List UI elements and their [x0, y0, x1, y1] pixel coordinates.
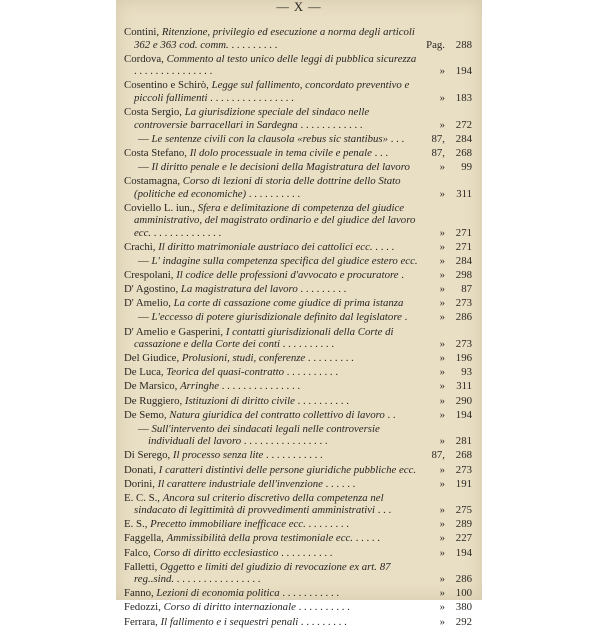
entry-leader-dots: . . . . . . . . . . — [295, 601, 350, 614]
index-entry — [124, 297, 472, 310]
index-entry — [124, 326, 472, 351]
entry-text — [124, 380, 420, 393]
index-entry — [124, 352, 472, 365]
entry-author: De Marsico, — [124, 380, 178, 393]
entry-title: L' indagine sulla competenza specifica del giudice estero ecc. — [151, 255, 418, 268]
entry-leader-dots: . . . . . . . . — [305, 518, 349, 531]
entry-page-prefix: » — [439, 573, 445, 586]
entry-author: — — [138, 311, 149, 324]
entry-leader-dots: . . . . . . . . . . — [294, 394, 349, 407]
index-entry — [124, 547, 472, 560]
index-entry — [124, 175, 472, 200]
entry-author: Fedozzi, — [124, 601, 161, 614]
entry-page-prefix: » — [439, 394, 445, 407]
entry-page-number: 290 — [455, 394, 472, 407]
entry-page-number: 273 — [455, 297, 472, 310]
index-entry — [124, 423, 472, 448]
entry-leader-dots: . . . . . . . . . . — [278, 546, 333, 559]
entry-title: Ritenzione, privilegio ed esecuzione a norma degli articoli 362 e 363 cod. comm. — [134, 26, 415, 51]
entry-leader-dots: . . . . . . . . . — [297, 283, 347, 296]
entry-text — [124, 601, 420, 614]
entry-leader-dots: . . . . . . — [322, 477, 356, 490]
entry-title: I caratteri distintivi delle persone giuridiche pubbliche ecc. — [158, 463, 417, 476]
book-page — [116, 0, 482, 628]
entry-text — [124, 616, 420, 629]
entry-page-prefix: 87, — [431, 449, 445, 462]
entry-page-prefix: » — [439, 615, 445, 628]
entry-page-prefix: » — [439, 532, 445, 545]
entry-page-number: 286 — [455, 573, 472, 586]
entry-text — [124, 175, 420, 200]
entry-author: Dorini, — [124, 477, 155, 490]
entry-leader-dots: . . . . . . . . . . — [280, 338, 335, 351]
index-entry — [124, 269, 472, 282]
entry-page-prefix: » — [439, 255, 445, 268]
index-entry — [124, 161, 472, 174]
entry-page-prefix: » — [439, 601, 445, 614]
entry-author: Falletti, — [124, 560, 158, 573]
entry-page-prefix: Pag. — [426, 38, 445, 51]
entry-text — [124, 449, 420, 462]
index-entry — [124, 311, 472, 324]
entry-text — [124, 423, 420, 448]
entry-author: De Ruggiero, — [124, 394, 183, 407]
entry-author: Coviello L. iun., — [124, 201, 196, 214]
entry-author: — — [138, 255, 149, 268]
entry-title: Commento al testo unico delle leggi di pubblica sicurezza — [166, 52, 417, 65]
entry-author: Del Giudice, — [124, 352, 180, 365]
entry-page-number: 292 — [455, 615, 472, 628]
entry-author: De Semo, — [124, 408, 167, 421]
entry-leader-dots: . — [398, 269, 404, 282]
entry-page-prefix: » — [439, 65, 445, 78]
entry-title: Prolusioni, studi, conferenze — [181, 352, 306, 365]
entry-page-number: 311 — [456, 380, 472, 393]
entry-title: Sull'intervento dei sindacati legali nelle controversie individuali del lavoro — [148, 422, 380, 448]
entry-leader-dots: . . . — [375, 504, 392, 517]
entry-leader-dots: . . . . . . . . . . . — [263, 449, 323, 462]
entry-leader-dots: . . . . — [372, 241, 395, 253]
entry-page-number: 196 — [455, 352, 472, 365]
index-entry — [124, 464, 472, 477]
index-entry — [124, 202, 472, 240]
entry-author: Ferrara, — [124, 615, 158, 628]
entry-page-number: 99 — [461, 160, 472, 173]
index-entry — [124, 79, 472, 104]
entry-text — [124, 547, 420, 560]
entry-title: Il diritto penale e le decisioni della Magistratura del lavoro — [151, 160, 410, 173]
entry-text — [124, 395, 420, 408]
entry-page-prefix: » — [439, 352, 445, 365]
entry-title: La giurisdizione speciale del sindaco nelle controversie barracellari in Sardegna — [134, 106, 370, 131]
entry-title: Precetto immobiliare inefficace ecc. — [150, 518, 306, 531]
entry-title: Legge sul fallimento, concordato preventivo e piccoli fallimenti — [134, 79, 410, 104]
entry-page-number: 289 — [455, 518, 472, 531]
page-number-header: — X — — [276, 0, 322, 14]
index-entry — [124, 53, 472, 78]
entry-author: E. C. S., — [124, 491, 160, 504]
entry-title: Corso di diritto ecclesiastico — [153, 546, 279, 559]
entry-leader-dots: . . . — [388, 132, 405, 145]
entry-author: D' Amelio e Gasperini, — [124, 325, 224, 338]
entry-page-prefix: » — [439, 518, 445, 531]
entry-page-number: 275 — [455, 504, 472, 517]
entry-title: Corso di lezioni di storia delle dottrine dello Stato (politiche ed economiche) — [134, 175, 401, 200]
entry-page-prefix: » — [439, 160, 445, 173]
entry-text — [124, 255, 420, 268]
entry-page-number: 288 — [455, 38, 472, 51]
index-entry — [124, 478, 472, 491]
entry-text — [124, 202, 420, 240]
entry-text — [124, 241, 420, 254]
entry-author: Crespolani, — [124, 269, 174, 282]
entry-page-prefix: 87, — [431, 132, 445, 145]
entry-title: L'eccesso di potere giurisdizionale definito dal legislatore — [151, 311, 402, 324]
entry-page-number: 273 — [455, 463, 472, 476]
entry-leader-dots: . . . . . . . . . . . . . . . . — [241, 435, 328, 448]
entry-text — [124, 561, 420, 586]
entry-author: Contini, — [124, 26, 160, 38]
entry-page-prefix: » — [439, 118, 445, 131]
entry-leader-dots: . . . . . — [353, 532, 381, 545]
entry-author: — — [138, 132, 149, 145]
entry-page-prefix: » — [439, 380, 445, 393]
entry-title: La corte di cassazione come giudice di prima istanza — [173, 297, 404, 310]
entry-text — [124, 133, 420, 146]
entry-author: Cosentino e Schirò, — [124, 79, 209, 92]
entry-page-prefix: » — [439, 408, 445, 421]
entry-page-number: 271 — [455, 226, 472, 239]
entry-text — [124, 518, 420, 531]
index-entry — [124, 449, 472, 462]
entry-text — [124, 79, 420, 104]
entry-text — [124, 147, 420, 160]
entry-page-prefix: 87, — [431, 146, 445, 159]
entry-author: E. S., — [124, 518, 148, 531]
entry-leader-dots: . . . . . . . . . . . . — [297, 118, 363, 131]
entry-text — [124, 283, 420, 296]
index-entry — [124, 561, 472, 586]
entry-author: Fanno, — [124, 587, 154, 600]
entry-page-prefix: » — [439, 477, 445, 490]
entry-page-prefix: » — [439, 187, 445, 200]
entry-text — [124, 53, 420, 78]
entry-leader-dots: . . . — [371, 146, 389, 159]
entry-title: Arringhe — [180, 380, 220, 393]
entry-page-prefix: » — [439, 366, 445, 379]
entry-leader-dots: . . . . . . . . . — [305, 352, 354, 365]
index-entry — [124, 366, 472, 379]
index-entry — [124, 518, 472, 531]
entry-page-number: 191 — [455, 477, 472, 490]
entry-leader-dots: . . . . . . . . . . . — [279, 587, 340, 600]
entry-text — [124, 352, 420, 365]
entry-text — [124, 492, 420, 517]
entry-page-prefix: » — [439, 338, 445, 351]
entry-title: Lezioni di economia politica — [156, 587, 280, 600]
entry-page-prefix: » — [439, 463, 445, 476]
entry-title: Le sentenze civili con la clausola «rebus sic stantibus» — [151, 132, 389, 145]
entry-text — [124, 478, 420, 491]
entry-text — [124, 464, 420, 477]
entry-page-number: 194 — [455, 546, 472, 559]
index-entry — [124, 106, 472, 131]
index-entry — [124, 26, 472, 51]
entry-page-number: 194 — [455, 65, 472, 78]
entry-text — [124, 161, 420, 174]
entry-author: Faggella, — [124, 532, 164, 545]
entry-text — [124, 409, 420, 422]
index-entry — [124, 147, 472, 160]
entry-text — [124, 26, 420, 51]
entry-text — [124, 587, 420, 600]
entry-page-number: 272 — [455, 118, 472, 131]
index-entry — [124, 601, 472, 614]
entry-page-number: 100 — [455, 587, 472, 600]
entry-page-number: 93 — [461, 366, 472, 379]
entry-author: — — [138, 160, 149, 173]
entry-author: Cordova, — [124, 52, 164, 65]
entry-author: Costa Stefano, — [124, 146, 187, 159]
entry-leader-dots: . . . . . . . . . — [228, 38, 278, 51]
index-entry — [124, 255, 472, 268]
entry-author: Di Serego, — [124, 449, 171, 462]
entry-page-prefix: » — [439, 297, 445, 310]
index-entry — [124, 587, 472, 600]
entry-page-number: 298 — [455, 269, 472, 282]
entry-text — [124, 311, 420, 324]
entry-page-number: 281 — [455, 435, 472, 448]
entry-page-prefix: » — [439, 283, 445, 296]
entry-text — [124, 532, 420, 545]
entry-author: Costa Sergio, — [124, 106, 182, 119]
entry-page-prefix: » — [439, 241, 445, 253]
index-entry — [124, 133, 472, 146]
entry-page-prefix: » — [439, 311, 445, 324]
entry-text — [124, 366, 420, 379]
entry-leader-dots: . — [401, 311, 408, 324]
entry-title: Natura giuridica del contratto collettivo di lavoro — [169, 408, 385, 421]
entry-leader-dots: . . . . . . . . . . . . . — [151, 226, 222, 239]
entry-author: — — [138, 422, 149, 435]
entry-page-number: 87 — [461, 283, 472, 296]
entry-page-prefix: » — [439, 587, 445, 600]
entry-leader-dots: . . . . . . . . . . . . . . . . — [207, 91, 294, 104]
entry-title: Corso di diritto internazionale — [163, 601, 296, 614]
entry-page-number: 227 — [455, 532, 472, 545]
entry-page-number: 284 — [455, 255, 472, 268]
entry-text — [124, 269, 420, 282]
index-entry — [124, 395, 472, 408]
entry-page-prefix: » — [439, 504, 445, 517]
index-entry — [124, 532, 472, 545]
entry-title: Il dolo processuale in tema civile e penale — [189, 146, 372, 159]
entry-author: Costamagna, — [124, 175, 181, 188]
index-entry — [124, 380, 472, 393]
entry-leader-dots: . . . . . . . . . . . . . . . — [219, 380, 301, 393]
entry-page-number: 380 — [455, 601, 472, 614]
entry-title: Istituzioni di diritto civile — [184, 394, 295, 407]
entry-title: Il fallimento e i sequestri penali — [160, 615, 299, 628]
entry-author: Donati, — [124, 463, 157, 476]
entry-page-prefix: » — [439, 435, 445, 448]
entry-leader-dots: . . . . . . . . . . . . . . . . — [174, 573, 261, 586]
entry-page-prefix: » — [439, 546, 445, 559]
entry-page-number: 286 — [455, 311, 472, 324]
entry-page-prefix: » — [439, 269, 445, 282]
index-entry — [124, 616, 472, 629]
entry-page-number: 194 — [455, 408, 472, 421]
entry-author: De Luca, — [124, 366, 164, 379]
entry-title: I contatti giurisdizionali della Corte di cassazione e della Corte dei conti — [134, 325, 394, 351]
entry-author: Falco, — [124, 546, 151, 559]
entry-page-number: 284 — [455, 132, 472, 145]
entry-author: Crachi, — [124, 241, 156, 253]
entry-leader-dots: . . . . . . . . . . — [246, 187, 301, 200]
index-entry — [124, 492, 472, 517]
index-list — [124, 26, 472, 630]
entry-page-number: 273 — [455, 338, 472, 351]
entry-page-number: 271 — [455, 241, 472, 253]
entry-leader-dots: . . . . . . . . . . . . . . . — [134, 65, 213, 78]
entry-leader-dots: . . — [384, 408, 396, 421]
entry-title: Ammissibilità della prova testimoniale ecc. — [166, 532, 354, 545]
entry-page-prefix: » — [439, 91, 445, 104]
entry-title: Il processo senza lite — [172, 449, 264, 462]
entry-title: Teorica del quasi-contratto — [166, 366, 285, 379]
entry-page-number: 183 — [455, 91, 472, 104]
index-entry — [124, 409, 472, 422]
entry-page-number: 268 — [455, 146, 472, 159]
entry-title: Ancora sul criterio discretivo della competenza nel sindacato di legittimità di provvedimenti amministrativi — [134, 491, 384, 517]
entry-title: Il carattere industriale dell'invenzione — [157, 477, 323, 490]
entry-leader-dots: . . . . . . . . . — [298, 615, 347, 628]
entry-text — [124, 106, 420, 131]
entry-title: La magistratura del lavoro — [180, 283, 298, 296]
entry-title: Sfera e delimitazione di competenza del giudice amministrativo, del magistrato ordinario e del giudice del lavoro ecc. — [134, 201, 416, 239]
index-entry — [124, 241, 472, 254]
entry-author: D' Amelio, — [124, 297, 171, 310]
entry-author: D' Agostino, — [124, 283, 179, 296]
entry-title: Il diritto matrimoniale austriaco dei cattolici ecc. — [158, 241, 373, 253]
entry-text — [124, 326, 420, 351]
entry-text — [124, 297, 420, 310]
entry-page-number: 268 — [455, 449, 472, 462]
entry-page-number: 311 — [456, 187, 472, 200]
index-entry — [124, 283, 472, 296]
entry-page-prefix: » — [439, 226, 445, 239]
entry-leader-dots: . . . . . . . . . . — [284, 366, 339, 379]
entry-title: Oggetto e limiti del giudizio di revocazione ex art. 87 reg..sind. — [134, 560, 391, 586]
entry-title: Il codice delle professioni d'avvocato e procuratore — [176, 269, 399, 282]
